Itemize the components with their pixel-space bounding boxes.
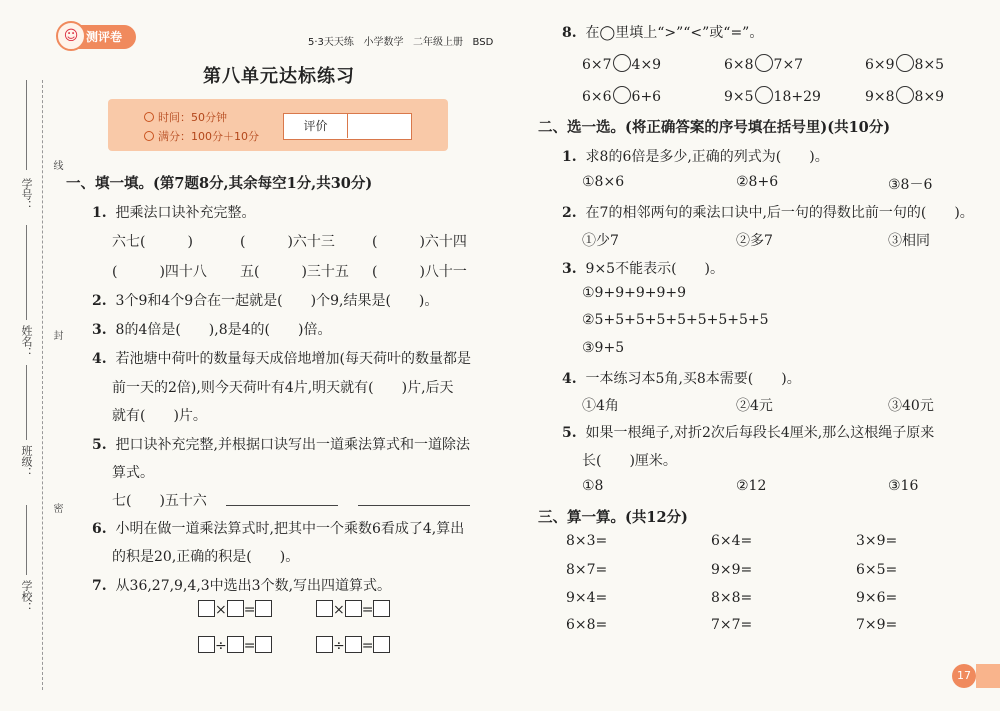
option: ①9+9+9+9+9	[582, 285, 687, 301]
fill-xuehao	[26, 80, 27, 170]
edition-name: BSD	[472, 37, 494, 48]
option: ①8×6	[582, 174, 625, 190]
score-text: 满分：100分＋10分	[158, 130, 259, 143]
evaluation-box	[283, 113, 412, 140]
page-title: 第八单元达标练习	[203, 66, 355, 87]
compare-item: 9×5 18+29	[724, 86, 821, 105]
op: ×	[333, 602, 345, 618]
calc-item[interactable]: 9×9=	[711, 562, 753, 578]
op: ÷	[333, 638, 345, 654]
answer-box[interactable]	[373, 600, 390, 617]
q-text[interactable]: 9×5不能表示( )。	[585, 261, 724, 277]
q-text: 小明在做一道乘法算式时,把其中一个乘数6看成了4,算出	[115, 521, 465, 537]
grade-name: 二年级上册	[413, 37, 463, 48]
check-icon	[144, 131, 154, 141]
q-text: 若池塘中荷叶的数量每天成倍地增加(每天荷叶的数量都是	[115, 351, 471, 367]
op: =	[361, 638, 374, 654]
binding-line	[42, 80, 43, 690]
q-text: 从36,27,9,4,3中选出3个数,写出四道算式。	[115, 578, 392, 594]
s1-q7	[92, 575, 391, 595]
answer-box[interactable]	[345, 600, 362, 617]
blank-cell[interactable]: ( )四十八	[112, 264, 207, 280]
section3-heading: 三、算一算。(共12分)	[538, 509, 688, 526]
q-number: 1.	[562, 149, 577, 165]
q-number: 5.	[92, 437, 107, 453]
q-text[interactable]: 3个9和4个9合在一起就是( )个9,结果是( )。	[115, 293, 439, 309]
equation-mul-2	[316, 600, 390, 618]
compare-item: 6×7 4×9	[582, 54, 661, 73]
answer-line-multiplication[interactable]	[226, 505, 338, 506]
calc-item[interactable]: 6×4=	[711, 533, 753, 549]
fill-xuexiao	[26, 505, 27, 575]
calc-item[interactable]: 9×4=	[566, 590, 608, 606]
compare-circle[interactable]	[896, 86, 914, 104]
calc-item[interactable]: 7×9=	[856, 617, 898, 633]
s1-q4-line3[interactable]: 就有( )片。	[112, 408, 207, 424]
q-number: 8.	[562, 25, 577, 41]
option: ③9+5	[582, 340, 625, 356]
compare-item: 6×8 7×7	[724, 54, 803, 73]
s2-q5-line2[interactable]: 长( )厘米。	[582, 453, 677, 469]
mark-mi: 密	[51, 503, 62, 513]
answer-box[interactable]	[316, 600, 333, 617]
answer-box[interactable]	[255, 636, 272, 653]
q-number: 2.	[92, 293, 107, 309]
option: ③40元	[888, 398, 934, 414]
q-text: 把口诀补充完整,并根据口诀写出一道乘法算式和一道除法	[115, 437, 470, 453]
s1-q6-line2[interactable]: 的积是20,正确的积是( )。	[112, 549, 300, 565]
blank-cell[interactable]: ( )六十三	[240, 234, 335, 250]
option: ③16	[888, 478, 919, 494]
s1-q1	[92, 202, 256, 222]
answer-box[interactable]	[227, 600, 244, 617]
test-badge	[58, 25, 136, 49]
answer-box[interactable]	[198, 636, 215, 653]
calc-item[interactable]: 8×8=	[711, 590, 753, 606]
time-row	[144, 109, 227, 125]
option: ③相同	[888, 233, 930, 249]
s1-q8	[562, 22, 763, 42]
badge-label: 测评卷	[86, 30, 123, 44]
q-number: 7.	[92, 578, 107, 594]
s1-q2	[92, 290, 438, 310]
q-number: 3.	[562, 261, 577, 277]
option: ①8	[582, 478, 604, 494]
fill-xingming	[26, 225, 27, 320]
q-text[interactable]: 求8的6倍是多少,正确的列式为( )。	[585, 149, 829, 165]
evaluation-label: 评价	[284, 114, 348, 138]
q-number: 1.	[92, 205, 107, 221]
q-text: 如果一根绳子,对折2次后每段长4厘米,那么这根绳子原来	[585, 425, 935, 441]
s1-q4	[92, 348, 471, 368]
compare-item: 6×6 6+6	[582, 86, 661, 105]
section2-heading: 二、选一选。(将正确答案的序号填在括号里)(共10分)	[538, 119, 891, 136]
calc-item[interactable]: 7×7=	[711, 617, 753, 633]
section1-heading: 一、填一填。(第7题8分,其余每空1分,共30分)	[66, 175, 373, 192]
calc-item[interactable]: 6×5=	[856, 562, 898, 578]
label-xingming: 姓名：	[20, 325, 33, 358]
answer-box[interactable]	[373, 636, 390, 653]
q-number: 2.	[562, 205, 577, 221]
s2-q2	[562, 202, 974, 222]
equation-div-2	[316, 636, 390, 654]
op: =	[361, 602, 374, 618]
op: =	[243, 602, 256, 618]
compare-circle[interactable]	[896, 54, 914, 72]
label-xuehao: 学号：	[20, 178, 33, 211]
blank-cell[interactable]: 五( )三十五	[240, 264, 349, 280]
s2-q5	[562, 422, 934, 442]
compare-item: 9×8 8×9	[865, 86, 944, 105]
compare-circle[interactable]	[613, 54, 631, 72]
q-number: 4.	[562, 371, 577, 387]
compare-circle[interactable]	[755, 54, 773, 72]
option: ③8－6	[888, 177, 933, 193]
q-number: 3.	[92, 322, 107, 338]
equation-div-1	[198, 636, 272, 654]
answer-box[interactable]	[198, 600, 215, 617]
s2-q3	[562, 258, 724, 278]
page-tab	[976, 664, 1000, 688]
mascot-icon: ☺	[56, 21, 86, 51]
op: ×	[215, 602, 227, 618]
blank-cell[interactable]: ( )八十一	[372, 264, 467, 280]
q-text[interactable]: 8的4倍是( ),8是4的( )倍。	[115, 322, 332, 338]
op: =	[243, 638, 256, 654]
answer-line-division[interactable]	[358, 505, 470, 506]
q-text[interactable]: 一本练习本5角,买8本需要( )。	[585, 371, 801, 387]
answer-box[interactable]	[255, 600, 272, 617]
answer-box[interactable]	[316, 636, 333, 653]
compare-circle[interactable]	[755, 86, 773, 104]
s1-q5-line3[interactable]: 七( )五十六	[112, 493, 207, 509]
s2-q4	[562, 368, 801, 388]
blank-cell[interactable]: ( )六十四	[372, 234, 467, 250]
calc-item[interactable]: 8×3=	[566, 533, 608, 549]
op: ÷	[215, 638, 227, 654]
clock-icon	[144, 112, 154, 122]
equation-mul-1	[198, 600, 272, 618]
option: ②4元	[736, 398, 773, 414]
calc-item[interactable]: 9×6=	[856, 590, 898, 606]
q-number: 6.	[92, 521, 107, 537]
option: ②多7	[736, 233, 773, 249]
answer-box[interactable]	[345, 636, 362, 653]
option: ②12	[736, 478, 767, 494]
calc-item[interactable]: 3×9=	[856, 533, 898, 549]
q-text: 把乘法口诀补充完整。	[115, 205, 256, 221]
s1-q4-line2[interactable]: 前一天的2倍),则今天荷叶有4片,明天就有( )片,后天	[112, 380, 454, 396]
option: ②8+6	[736, 174, 779, 190]
compare-item: 6×9 8×5	[865, 54, 944, 73]
q-number: 4.	[92, 351, 107, 367]
mark-xian: 线	[51, 160, 62, 170]
calc-item[interactable]: 6×8=	[566, 617, 608, 633]
s1-q5	[92, 434, 470, 454]
option: ①4角	[582, 398, 619, 414]
subject-name: 小学数学	[363, 37, 404, 48]
blank-cell[interactable]: 六七( )	[112, 234, 193, 250]
label-xuexiao: 学校：	[20, 580, 33, 613]
q-text: 在◯里填上“>”“<”或“=”。	[585, 25, 764, 41]
series-name: 5·3天天练	[308, 37, 354, 48]
label-banji: 班级：	[20, 445, 33, 478]
s1-q3	[92, 319, 331, 339]
score-row	[144, 128, 259, 144]
page-number: 17	[952, 664, 976, 688]
s1-q5-line2: 算式。	[112, 465, 154, 481]
option: ①少7	[582, 233, 619, 249]
answer-box[interactable]	[227, 636, 244, 653]
fill-banji	[26, 365, 27, 440]
q-text[interactable]: 在7的相邻两句的乘法口诀中,后一句的得数比前一句的( )。	[585, 205, 974, 221]
time-text: 时间：50分钟	[158, 111, 227, 124]
option: ②5+5+5+5+5+5+5+5+5	[582, 312, 769, 328]
calc-item[interactable]: 8×7=	[566, 562, 608, 578]
header-line	[308, 33, 493, 48]
q-number: 5.	[562, 425, 577, 441]
compare-circle[interactable]	[613, 86, 631, 104]
s1-q6	[92, 518, 464, 538]
s2-q1	[562, 146, 829, 166]
mark-feng: 封	[51, 330, 62, 340]
